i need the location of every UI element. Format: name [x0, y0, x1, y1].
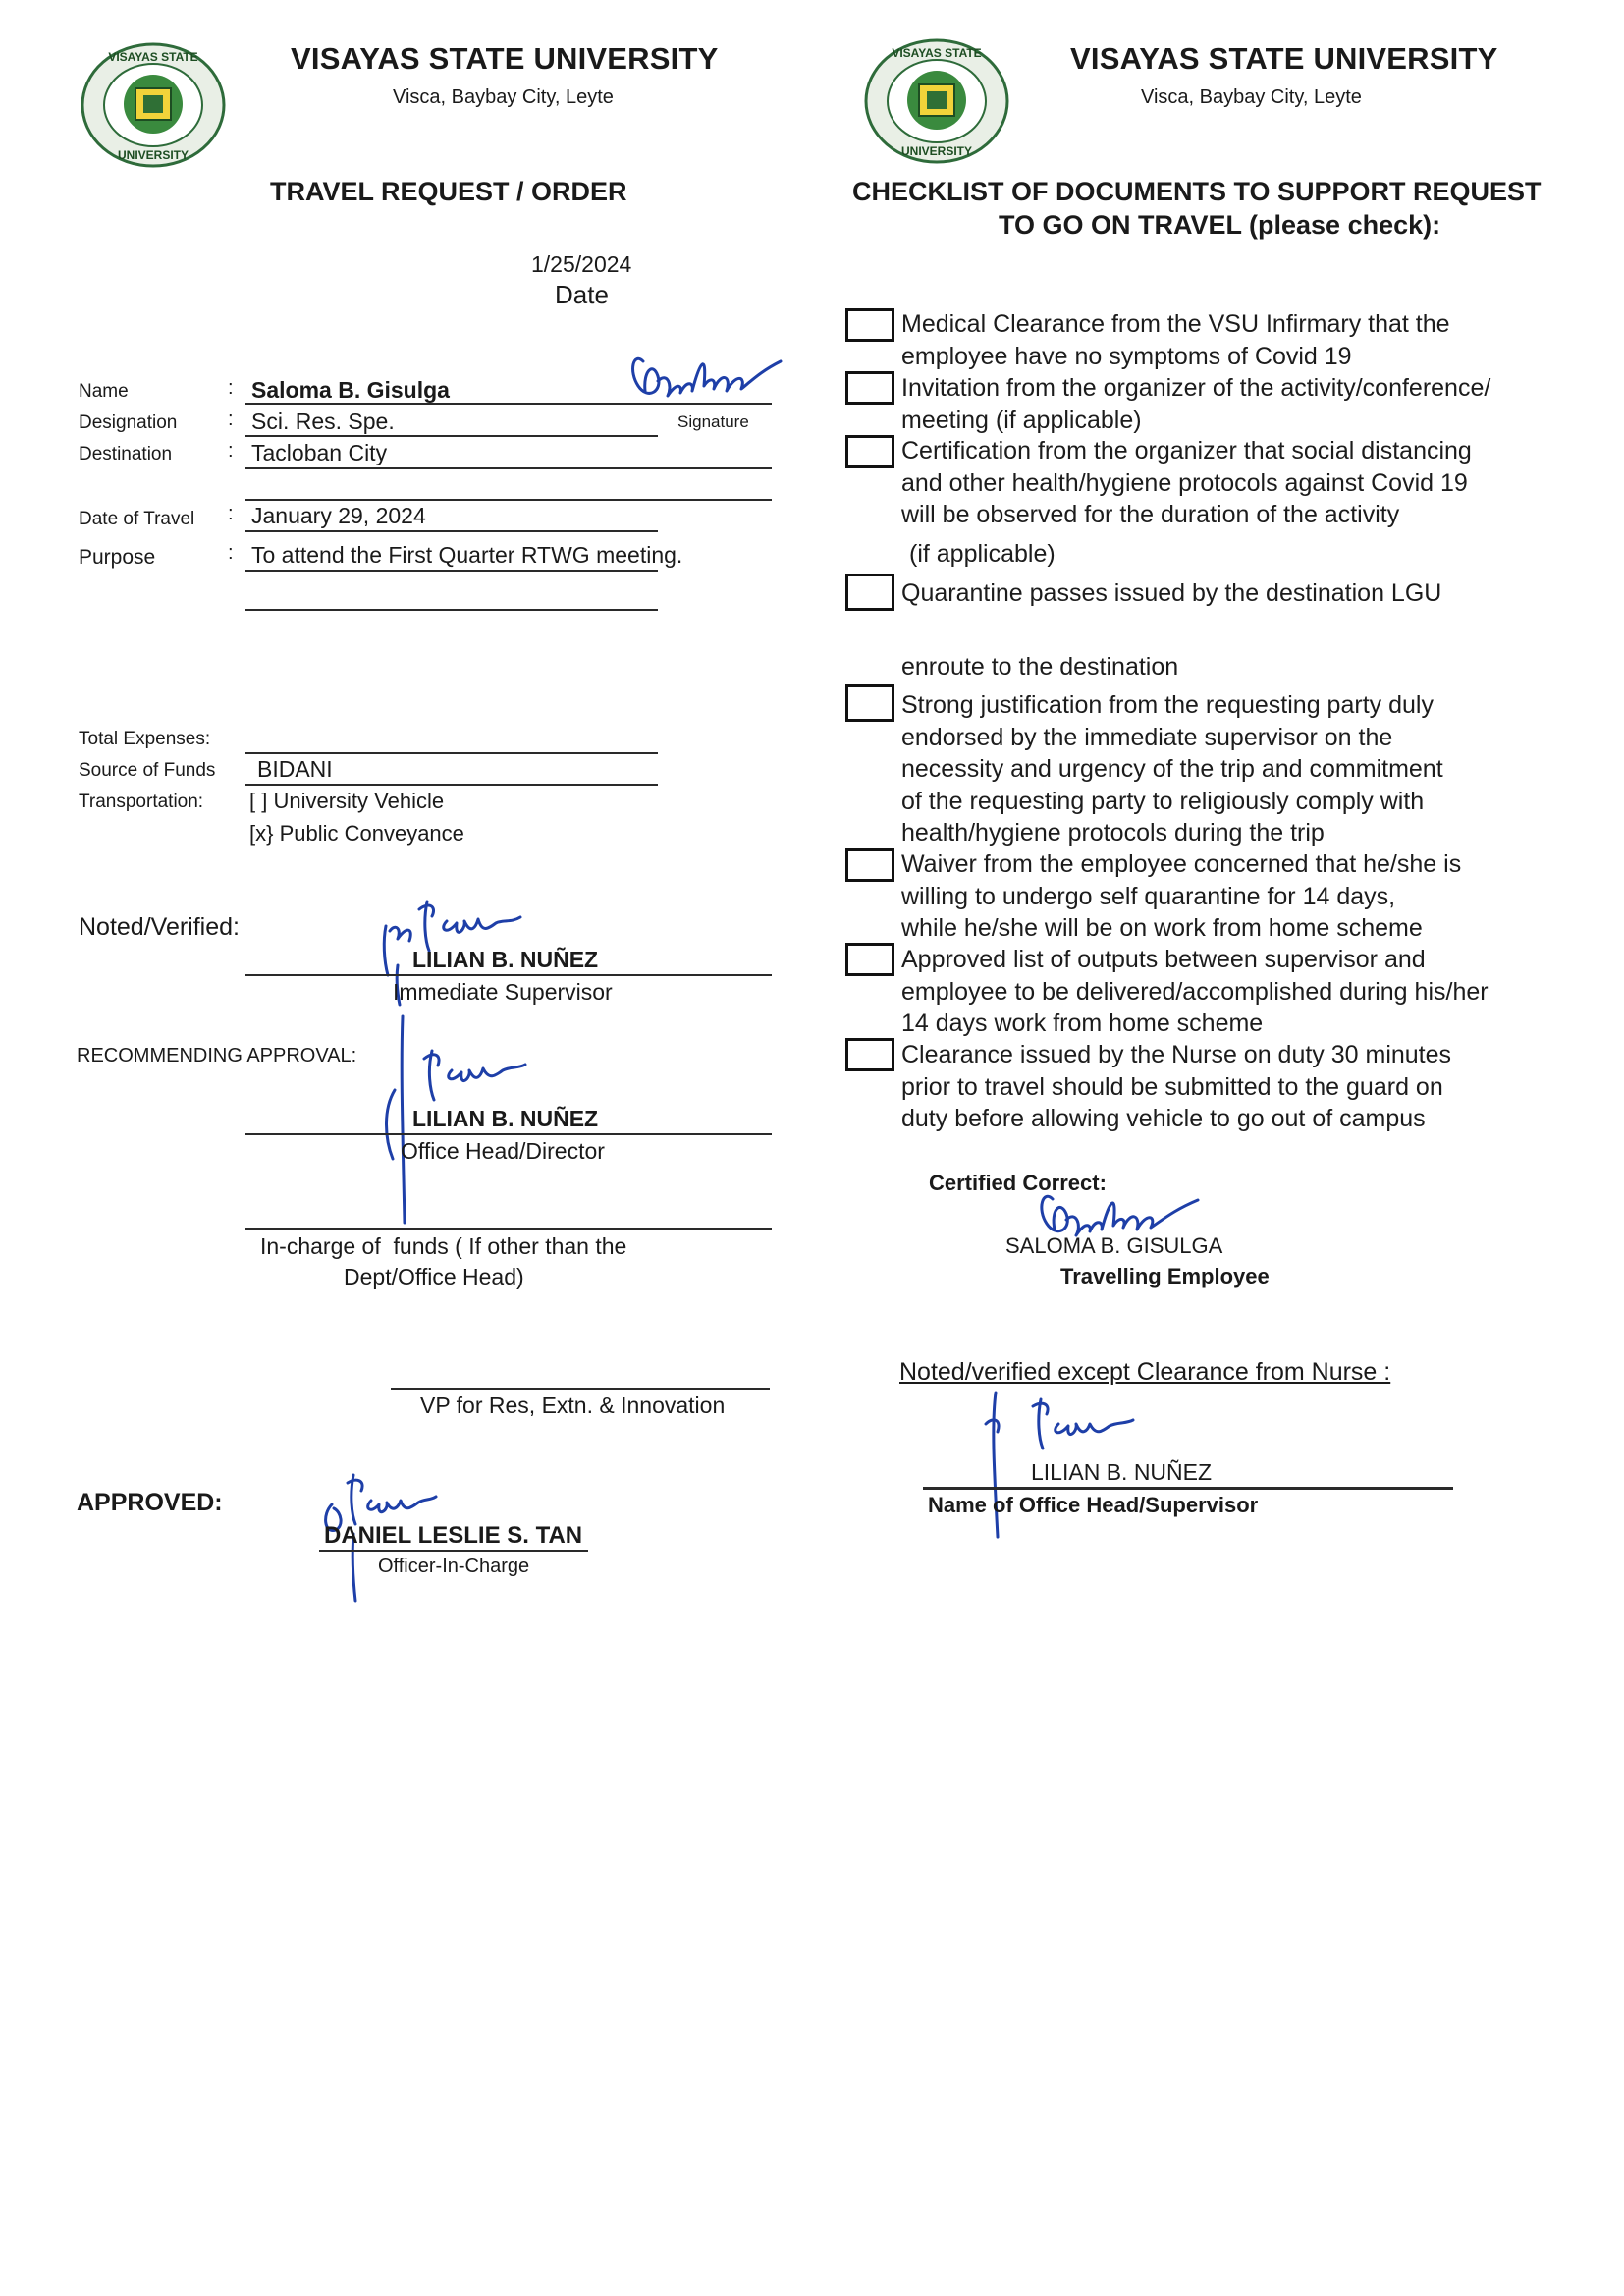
vp-line	[391, 1388, 770, 1390]
date-of-travel-label: Date of Travel	[79, 509, 195, 529]
transportation-label: Transportation:	[79, 792, 204, 812]
name-value: Saloma B. Gisulga	[251, 377, 450, 403]
svg-text:VISAYAS STATE: VISAYAS STATE	[892, 46, 982, 60]
office-head-line-right	[923, 1487, 1453, 1490]
purpose-label: Purpose	[79, 546, 156, 569]
checklist-item-invitation	[901, 372, 1490, 436]
office-head-supervisor-label: Name of Office Head/Supervisor	[928, 1493, 1259, 1517]
office-head-name-right: LILIAN B. NUÑEZ	[1031, 1459, 1213, 1485]
purpose-underline	[245, 570, 658, 572]
checklist-line: Medical Clearance from the VSU Infirmary that the	[901, 310, 1450, 338]
in-charge-funds-line	[245, 1228, 772, 1230]
in-charge-funds-line2: Dept/Office Head)	[344, 1264, 524, 1289]
checklist-line: health/hygiene protocols during the trip	[901, 819, 1325, 847]
approver-name: DANIEL LESLIE S. TAN	[324, 1522, 583, 1549]
checklist-item-certification	[901, 435, 1472, 531]
date-of-travel-value: January 29, 2024	[251, 503, 426, 528]
purpose-colon: :	[228, 542, 234, 564]
university-seal-logo-right	[862, 37, 1011, 165]
name-label: Name	[79, 381, 129, 402]
date-of-travel-underline	[245, 530, 658, 532]
checklist-line: of the requesting party to religiously comply with	[901, 787, 1425, 815]
checklist-line: meeting (if applicable)	[901, 406, 1142, 434]
immediate-supervisor-title: Immediate Supervisor	[393, 979, 613, 1005]
certified-correct-label: Certified Correct:	[929, 1171, 1107, 1195]
checklist-line: Invitation from the organizer of the activity/conference/	[901, 374, 1491, 402]
checklist-line: Approved list of outputs between supervisor and	[901, 946, 1426, 973]
source-of-funds-value: BIDANI	[257, 756, 333, 782]
source-of-funds-label: Source of Funds	[79, 760, 216, 781]
office-head-title: Office Head/Director	[401, 1138, 605, 1164]
signature-label: Signature	[677, 412, 749, 431]
name-colon: :	[228, 377, 234, 399]
destination-colon: :	[228, 440, 234, 462]
noted-verified-except-nurse: Noted/verified except Clearance from Nurse :	[899, 1358, 1391, 1386]
destination-underline	[245, 467, 772, 469]
recommending-approval-label: RECOMMENDING APPROVAL:	[77, 1045, 357, 1066]
checklist-line: employee have no symptoms of Covid 19	[901, 342, 1352, 370]
checkbox-medical-clearance[interactable]	[845, 308, 894, 342]
date-of-travel-colon: :	[228, 503, 234, 524]
source-of-funds-underline	[245, 784, 658, 786]
in-charge-funds-line1: In-charge of funds ( If other than the	[260, 1233, 627, 1259]
purpose-underline-2	[245, 609, 658, 611]
checklist-title-line2: TO GO ON TRAVEL (please check):	[999, 210, 1441, 240]
designation-label: Designation	[79, 412, 178, 433]
destination-value: Tacloban City	[251, 440, 388, 465]
immediate-supervisor-line	[245, 974, 772, 976]
vp-title: VP for Res, Extn. & Innovation	[420, 1393, 726, 1418]
destination-label: Destination	[79, 444, 173, 465]
request-date-label: Date	[555, 280, 609, 309]
checklist-item-quarantine-passes	[901, 577, 1441, 610]
checkbox-waiver[interactable]	[845, 848, 894, 882]
immediate-supervisor-name: LILIAN B. NUÑEZ	[412, 947, 599, 972]
checklist-line: while he/she will be on work from home scheme	[901, 914, 1423, 942]
checkbox-strong-justification[interactable]	[845, 684, 894, 722]
checklist-line: will be observed for the duration of the activity	[901, 501, 1400, 528]
total-expenses-label: Total Expenses:	[79, 729, 211, 749]
checkbox-quarantine-passes[interactable]	[845, 574, 894, 611]
employee-title: Travelling Employee	[1060, 1264, 1270, 1288]
svg-text:UNIVERSITY: UNIVERSITY	[900, 144, 973, 158]
checkbox-approved-outputs[interactable]	[845, 943, 894, 976]
checklist-line: employee to be delivered/accomplished during his/her	[901, 977, 1489, 1006]
designation-value: Sci. Res. Spe.	[251, 409, 395, 434]
university-address-right: Visca, Baybay City, Leyte	[1141, 86, 1362, 108]
travel-request-title: TRAVEL REQUEST / ORDER	[270, 177, 627, 206]
checklist-line: necessity and urgency of the trip and commitment	[901, 755, 1443, 783]
university-seal-logo	[79, 41, 228, 169]
checklist-line: duty before allowing vehicle to go out of campus	[901, 1105, 1426, 1132]
checkbox-nurse-clearance[interactable]	[845, 1038, 894, 1071]
employee-name: SALOMA B. GISULGA	[1005, 1233, 1223, 1258]
approver-title: Officer-In-Charge	[378, 1556, 530, 1577]
approver-line	[319, 1550, 588, 1552]
checklist-line: prior to travel should be submitted to the guard on	[901, 1072, 1443, 1101]
request-date-value: 1/25/2024	[531, 251, 632, 277]
checklist-line: Strong justification from the requesting party duly	[901, 691, 1434, 719]
checklist-title-line1: CHECKLIST OF DOCUMENTS TO SUPPORT REQUEST	[852, 177, 1542, 206]
checklist-line: Certification from the organizer that social distancing	[901, 437, 1472, 465]
checklist-item-waiver	[901, 848, 1461, 945]
checklist-item-strong-justification	[901, 689, 1443, 849]
designation-colon: :	[228, 409, 234, 430]
checklist-line: Clearance issued by the Nurse on duty 30 minutes	[901, 1041, 1452, 1068]
checkbox-certification[interactable]	[845, 435, 894, 468]
checklist-item-nurse-clearance	[901, 1039, 1451, 1135]
transport-option-university-vehicle: [ ] University Vehicle	[249, 789, 445, 813]
if-applicable-note: (if applicable)	[909, 540, 1056, 568]
office-head-line	[245, 1133, 772, 1135]
checkbox-invitation[interactable]	[845, 371, 894, 405]
designation-underline	[245, 435, 658, 437]
checklist-item-approved-outputs	[901, 944, 1489, 1040]
checklist-line: Waiver from the employee concerned that he/she is	[901, 850, 1462, 878]
checklist-item-medical-clearance	[901, 308, 1450, 372]
transport-option-public-conveyance: [x} Public Conveyance	[249, 821, 464, 846]
checklist-line: willing to undergo self quarantine for 14 days,	[901, 882, 1396, 910]
checklist-line: and other health/hygiene protocols against Covid 19	[901, 468, 1468, 497]
noted-verified-label: Noted/Verified:	[79, 913, 240, 941]
requester-signature-image	[623, 332, 790, 420]
svg-text:UNIVERSITY: UNIVERSITY	[117, 148, 189, 162]
university-name: VISAYAS STATE UNIVERSITY	[291, 41, 719, 76]
destination-underline-2	[245, 499, 772, 501]
enroute-note: enroute to the destination	[901, 653, 1179, 681]
checklist-line: Quarantine passes issued by the destination LGU	[901, 579, 1442, 607]
checklist-line: endorsed by the immediate supervisor on the	[901, 723, 1393, 751]
university-address: Visca, Baybay City, Leyte	[393, 86, 614, 108]
purpose-value: To attend the First Quarter RTWG meeting.	[251, 542, 683, 568]
total-expenses-underline	[245, 752, 658, 754]
svg-text:VISAYAS STATE: VISAYAS STATE	[108, 50, 198, 64]
office-head-name: LILIAN B. NUÑEZ	[412, 1106, 599, 1131]
approved-label: APPROVED:	[77, 1489, 223, 1516]
checklist-line: 14 days work from home scheme	[901, 1010, 1264, 1037]
university-name-right: VISAYAS STATE UNIVERSITY	[1070, 41, 1498, 76]
